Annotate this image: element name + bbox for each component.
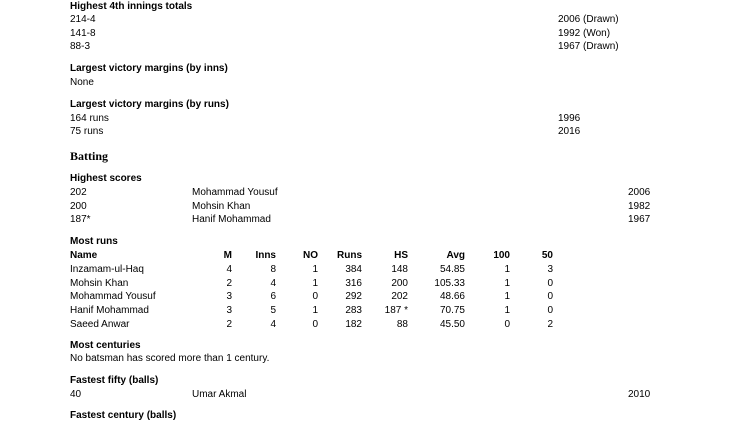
table-cell-avg: 70.75 bbox=[439, 305, 465, 316]
table-cell-hundreds: 1 bbox=[504, 264, 510, 275]
table-cell-fifties: 3 bbox=[547, 264, 553, 275]
table-cell-inns: 4 bbox=[270, 278, 276, 289]
column-header-fifties: 50 bbox=[541, 250, 553, 261]
section-heading-most-runs: Most runs bbox=[70, 236, 118, 247]
table-row-year: 1967 (Drawn) bbox=[558, 41, 619, 52]
column-header-name: Name bbox=[70, 250, 98, 261]
column-header-avg: Avg bbox=[446, 250, 465, 261]
table-cell-name: Inzamam-ul-Haq bbox=[70, 264, 144, 275]
table-cell-no: 1 bbox=[312, 305, 318, 316]
table-row-balls: 40 bbox=[70, 389, 82, 400]
table-cell-runs: 316 bbox=[345, 278, 362, 289]
table-cell-hundreds: 0 bbox=[504, 319, 510, 330]
column-header-runs: Runs bbox=[337, 250, 362, 261]
table-cell-fifties: 0 bbox=[547, 278, 553, 289]
table-cell-m: 3 bbox=[226, 291, 232, 302]
section-heading-largest-runs: Largest victory margins (by runs) bbox=[70, 99, 229, 110]
table-cell-no: 1 bbox=[312, 264, 318, 275]
table-row-score: 214-4 bbox=[70, 14, 96, 25]
table-row-year: 2010 bbox=[628, 389, 651, 400]
table-cell-inns: 5 bbox=[270, 305, 276, 316]
table-row-score: 141-8 bbox=[70, 28, 96, 39]
table-row-player: Umar Akmal bbox=[192, 389, 247, 400]
section-heading-fastest-fifty: Fastest fifty (balls) bbox=[70, 375, 159, 386]
table-row-score: 187* bbox=[70, 214, 91, 225]
table-cell-hundreds: 1 bbox=[504, 305, 510, 316]
table-cell-name: Hanif Mohammad bbox=[70, 305, 149, 316]
table-cell-runs: 182 bbox=[345, 319, 362, 330]
table-cell-avg: 45.50 bbox=[439, 319, 465, 330]
table-cell-fifties: 0 bbox=[547, 305, 553, 316]
table-cell-m: 3 bbox=[226, 305, 232, 316]
table-cell-fifties: 2 bbox=[547, 319, 553, 330]
table-cell-m: 4 bbox=[226, 264, 232, 275]
table-row-year: 2006 (Drawn) bbox=[558, 14, 619, 25]
table-cell-runs: 292 bbox=[345, 291, 362, 302]
table-cell-name: Mohammad Yousuf bbox=[70, 291, 156, 302]
table-row-score: 202 bbox=[70, 187, 87, 198]
table-row-player: Mohsin Khan bbox=[192, 201, 251, 212]
table-cell-name: Mohsin Khan bbox=[70, 278, 129, 289]
table-cell-hs: 88 bbox=[396, 319, 408, 330]
table-row-margin: 75 runs bbox=[70, 126, 104, 137]
section-value: No batsman has scored more than 1 century. bbox=[70, 353, 270, 364]
table-cell-fifties: 0 bbox=[547, 291, 553, 302]
table-cell-hs: 202 bbox=[391, 291, 408, 302]
table-cell-runs: 283 bbox=[345, 305, 362, 316]
table-row-score: 200 bbox=[70, 201, 87, 212]
table-cell-avg: 54.85 bbox=[439, 264, 465, 275]
table-row-year: 1996 bbox=[558, 113, 581, 124]
table-cell-hundreds: 1 bbox=[504, 291, 510, 302]
table-row-player: Hanif Mohammad bbox=[192, 214, 271, 225]
section-value: None bbox=[70, 77, 94, 88]
table-cell-m: 2 bbox=[226, 278, 232, 289]
table-row-margin: 164 runs bbox=[70, 113, 109, 124]
column-header-inns: Inns bbox=[255, 250, 276, 261]
table-row-year: 1967 bbox=[628, 214, 651, 225]
table-cell-hs: 148 bbox=[391, 264, 408, 275]
table-row-score: 88-3 bbox=[70, 41, 91, 52]
section-heading-highest-scores: Highest scores bbox=[70, 173, 142, 184]
table-cell-runs: 384 bbox=[345, 264, 362, 275]
table-cell-avg: 48.66 bbox=[439, 291, 465, 302]
table-cell-no: 0 bbox=[312, 291, 318, 302]
table-cell-no: 0 bbox=[312, 319, 318, 330]
table-row-year: 1982 bbox=[628, 201, 651, 212]
table-row-year: 2016 bbox=[558, 126, 581, 137]
section-heading-largest-inns: Largest victory margins (by inns) bbox=[70, 63, 228, 74]
table-cell-m: 2 bbox=[226, 319, 232, 330]
column-header-hundreds: 100 bbox=[493, 250, 510, 261]
section-heading-highest-4th: Highest 4th innings totals bbox=[70, 1, 193, 12]
table-cell-hs: 200 bbox=[391, 278, 408, 289]
batting-title: Batting bbox=[70, 149, 109, 163]
table-row-year: 1992 (Won) bbox=[558, 28, 611, 39]
table-cell-hs: 187 * bbox=[384, 305, 408, 316]
table-cell-no: 1 bbox=[312, 278, 318, 289]
table-cell-name: Saeed Anwar bbox=[70, 319, 130, 330]
column-header-m: M bbox=[223, 250, 232, 261]
table-cell-inns: 8 bbox=[270, 264, 276, 275]
table-cell-inns: 4 bbox=[270, 319, 276, 330]
table-cell-inns: 6 bbox=[270, 291, 276, 302]
table-cell-hundreds: 1 bbox=[504, 278, 510, 289]
section-heading-fastest-century: Fastest century (balls) bbox=[70, 410, 177, 421]
column-header-no: NO bbox=[303, 250, 318, 261]
table-row-player: Mohammad Yousuf bbox=[192, 187, 278, 198]
table-cell-avg: 105.33 bbox=[434, 278, 465, 289]
section-heading-most-centuries: Most centuries bbox=[70, 340, 141, 351]
table-row-year: 2006 bbox=[628, 187, 651, 198]
column-header-hs: HS bbox=[394, 250, 408, 261]
